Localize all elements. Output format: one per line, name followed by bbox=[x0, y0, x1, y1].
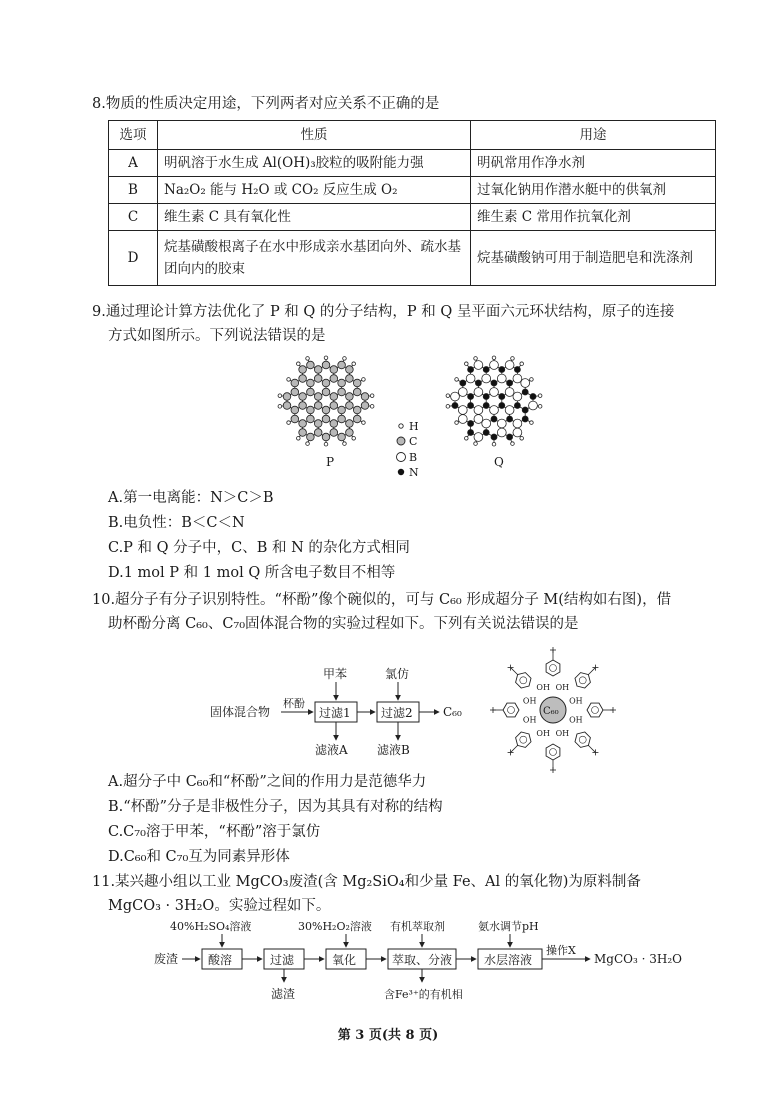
row-property: Na₂O₂ 能与 H₂O 或 CO₂ 反应生成 O₂ bbox=[158, 177, 471, 204]
table-row bbox=[109, 231, 716, 286]
oh-label: OH bbox=[522, 715, 537, 725]
row-option: D bbox=[109, 231, 158, 286]
q10-stem-line1: 10.超分子有分子识别特性。“杯酚”像个碗似的，可与 C₆₀ 形成超分子 M(结构如右图)，借 bbox=[92, 592, 672, 608]
oh-label: OH bbox=[536, 729, 550, 739]
flow-top-reagent2: 30%H₂O₂溶液 bbox=[298, 920, 372, 933]
table-row bbox=[109, 150, 716, 177]
q8-stem: 8.物质的性质决定用途，下列两者对应关系不正确的是 bbox=[92, 96, 440, 112]
q10-flowchart bbox=[205, 660, 485, 760]
atom-legend bbox=[397, 420, 420, 479]
q9-option-b: B.电负性：B＜C＜N bbox=[108, 515, 245, 531]
page-footer: 第 3 页(共 8 页) bbox=[337, 1028, 439, 1043]
q9-option-d: D.1 mol P 和 1 mol Q 所含电子数目不相等 bbox=[108, 565, 396, 581]
q9-stem-line1: 9.通过理论计算方法优化了 P 和 Q 的分子结构，P 和 Q 呈平面六元环状结构，原子的连接 bbox=[92, 304, 675, 320]
flow-out1: 滤液A bbox=[315, 743, 348, 757]
legend-h-dot bbox=[399, 424, 403, 428]
supramolecule-m-figure bbox=[486, 646, 620, 774]
table-header-row bbox=[109, 121, 716, 150]
oh-label: OH bbox=[555, 729, 570, 739]
q9-stem-line2: 方式如图所示。下列说法错误的是 bbox=[108, 328, 326, 344]
c60-label: C₆₀ bbox=[543, 706, 559, 717]
legend-b-label: B bbox=[409, 451, 418, 464]
col-header-option: 选项 bbox=[109, 121, 158, 150]
flow-top-reagent4: 氨水调节pH bbox=[478, 920, 539, 933]
flow-residue: 滤渣 bbox=[271, 987, 296, 1001]
flow-out2: 滤液B bbox=[377, 743, 410, 757]
flow-box-aqueous-label: 水层溶液 bbox=[484, 953, 533, 967]
row-property: 烷基磺酸根离子在水中形成亲水基团向外、疏水基团向内的胶束 bbox=[158, 231, 471, 286]
legend-b-dot bbox=[397, 453, 406, 462]
q8-table bbox=[108, 120, 716, 286]
row-option: A bbox=[109, 150, 158, 177]
row-property: 明矾溶于水生成 Al(OH)₃胶粒的吸附能力强 bbox=[158, 150, 471, 177]
col-header-use: 用途 bbox=[471, 121, 716, 150]
flow-box-extract-label: 萃取、分液 bbox=[392, 953, 453, 967]
oh-label: OH bbox=[569, 696, 583, 706]
flow-arrow1-label: 杯酚 bbox=[283, 697, 305, 710]
flow-waste: 废渣 bbox=[154, 952, 179, 966]
legend-h-label: H bbox=[409, 420, 419, 433]
flow-top-reagent1: 40%H₂SO₄溶液 bbox=[170, 920, 252, 933]
oh-label: OH bbox=[536, 682, 550, 692]
legend-n-dot bbox=[398, 469, 404, 475]
molecule-p bbox=[278, 356, 374, 446]
row-use: 明矾常用作净水剂 bbox=[471, 150, 716, 177]
oh-label: OH bbox=[569, 715, 583, 725]
q9-option-a: A.第一电离能：N＞C＞B bbox=[108, 490, 274, 506]
q10-option-a: A.超分子中 C₆₀和“杯酚”之间的作用力是范德华力 bbox=[108, 774, 427, 790]
legend-c-label: C bbox=[409, 435, 418, 448]
flow-top-reagent3: 有机萃取剂 bbox=[390, 920, 445, 933]
q9-molecule-figure bbox=[260, 346, 560, 486]
label-q: Q bbox=[494, 455, 504, 469]
row-use: 烷基磺酸钠可用于制造肥皂和洗涤剂 bbox=[471, 231, 716, 286]
row-use: 维生素 C 常用作抗氧化剂 bbox=[471, 204, 716, 231]
flow-box-filter1-label: 过滤1 bbox=[319, 706, 351, 720]
col-header-property: 性质 bbox=[158, 121, 471, 150]
oh-label: OH bbox=[555, 682, 570, 692]
oh-label: OH bbox=[522, 696, 537, 706]
label-p: P bbox=[326, 455, 335, 469]
q11-flowchart bbox=[150, 918, 690, 1012]
q10-stem-line2: 助杯酚分离 C₆₀、C₇₀固体混合物的实验过程如下。下列有关说法错误的是 bbox=[108, 616, 579, 632]
table-row bbox=[109, 177, 716, 204]
flow-box-oxidation-label: 氧化 bbox=[332, 953, 357, 967]
q11-stem-line1: 11.某兴趣小组以工业 MgCO₃废渣(含 Mg₂SiO₄和少量 Fe、Al 的氧化物)为原料制备 bbox=[92, 874, 641, 890]
molecule-q bbox=[446, 356, 542, 446]
flow-start: 固体混合物 bbox=[210, 705, 271, 719]
flow-box-acid-label: 酸溶 bbox=[208, 953, 233, 967]
legend-n-label: N bbox=[409, 466, 419, 479]
flow-reagent2: 氯仿 bbox=[385, 667, 410, 681]
legend-c-dot bbox=[397, 437, 405, 445]
flow-organic-phase: 含Fe³⁺的有机相 bbox=[384, 988, 463, 1001]
row-option: B bbox=[109, 177, 158, 204]
flow-reagent1: 甲苯 bbox=[323, 667, 348, 681]
flow-final-product: MgCO₃ · 3H₂O bbox=[594, 952, 682, 966]
q11-stem-line2: MgCO₃ · 3H₂O。实验过程如下。 bbox=[108, 898, 331, 914]
row-use: 过氧化钠用作潜水艇中的供氧剂 bbox=[471, 177, 716, 204]
q10-option-d: D.C₆₀和 C₇₀互为同素异形体 bbox=[108, 849, 290, 865]
row-option: C bbox=[109, 204, 158, 231]
flow-box-filter2-label: 过滤2 bbox=[381, 706, 413, 720]
q10-option-b: B.“杯酚”分子是非极性分子，因为其具有对称的结构 bbox=[108, 799, 443, 815]
flow-box-filter-label: 过滤 bbox=[270, 953, 295, 967]
row-property: 维生素 C 具有氧化性 bbox=[158, 204, 471, 231]
flow-product: C₆₀ bbox=[443, 705, 462, 719]
flow-step-x: 操作X bbox=[546, 944, 576, 957]
q9-option-c: C.P 和 Q 分子中，C、B 和 N 的杂化方式相同 bbox=[108, 540, 410, 556]
table-row bbox=[109, 204, 716, 231]
q10-option-c: C.C₇₀溶于甲苯，“杯酚”溶于氯仿 bbox=[108, 824, 321, 840]
